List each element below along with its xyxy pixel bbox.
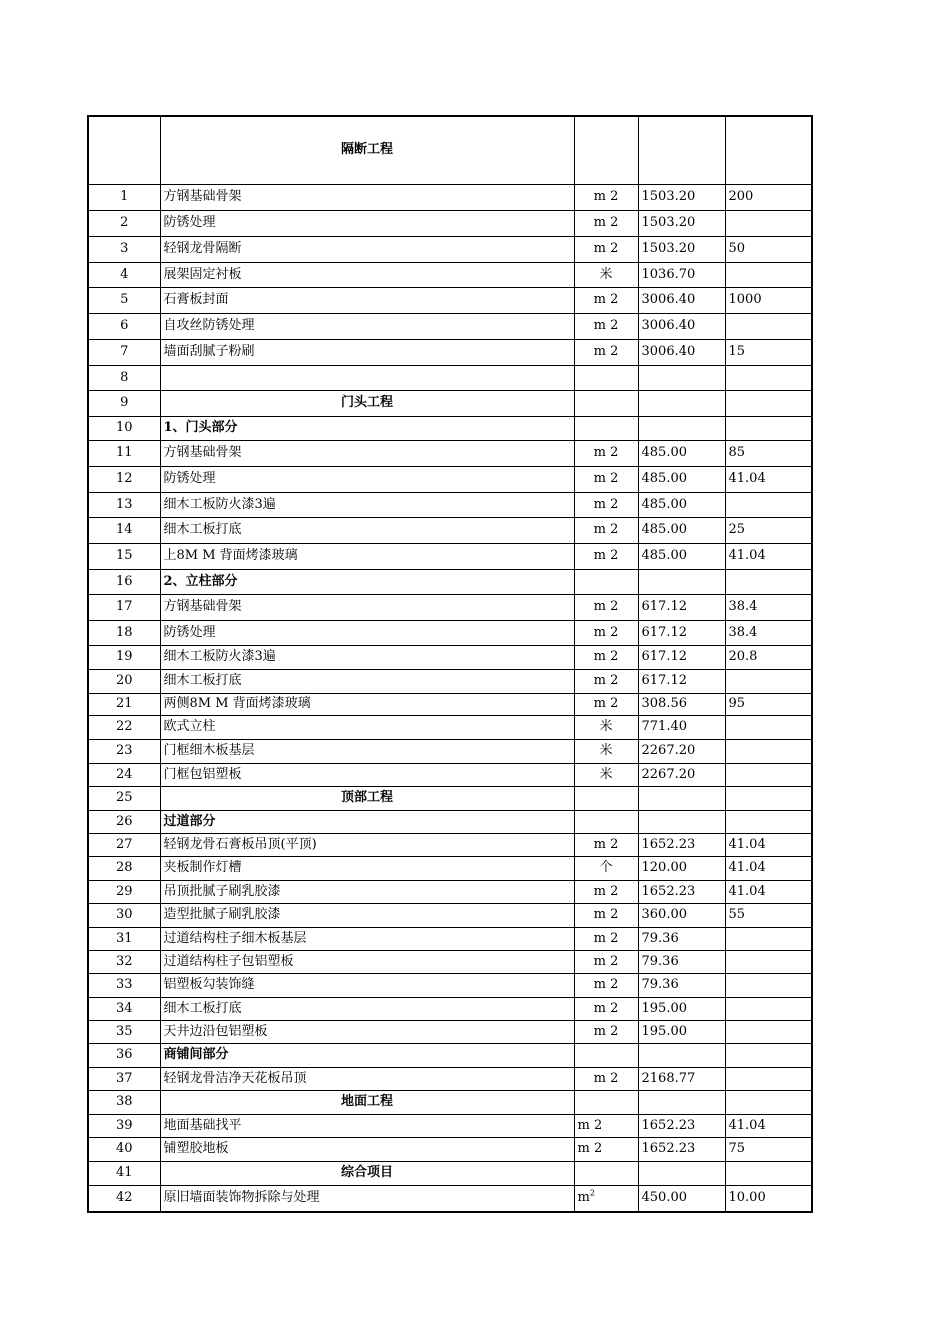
price-cell xyxy=(725,973,812,997)
row-number: 4 xyxy=(88,262,160,287)
unit-superscript: 2 xyxy=(589,1188,595,1198)
table-row xyxy=(88,1185,812,1212)
unit-cell: 米 xyxy=(574,739,638,763)
quantity-cell: 617.12 xyxy=(638,645,725,669)
item-name: 吊顶批腻子刷乳胶漆 xyxy=(160,880,574,903)
table-row xyxy=(88,833,812,856)
price-cell xyxy=(725,763,812,786)
row-number: 32 xyxy=(88,950,160,973)
price-cell xyxy=(725,210,812,236)
quantity-cell: 485.00 xyxy=(638,440,725,466)
row-number: 38 xyxy=(88,1090,160,1114)
quantity-cell: 1503.20 xyxy=(638,184,725,210)
row-number: 2 xyxy=(88,210,160,236)
quantity-cell xyxy=(638,810,725,833)
unit-cell: m 2 xyxy=(574,669,638,693)
item-name: 过道结构柱子包铝塑板 xyxy=(160,950,574,973)
quantity-cell: 1652.23 xyxy=(638,880,725,903)
quantity-table xyxy=(87,115,813,1213)
price-cell xyxy=(725,1161,812,1185)
quantity-cell: 3006.40 xyxy=(638,313,725,339)
item-name: 过道结构柱子细木板基层 xyxy=(160,927,574,950)
unit-cell: m 2 xyxy=(574,184,638,210)
item-name: 门头工程 xyxy=(160,390,574,416)
unit-cell: m 2 xyxy=(574,645,638,669)
table-row xyxy=(88,997,812,1020)
unit-cell: m 2 xyxy=(574,903,638,927)
price-cell xyxy=(725,313,812,339)
row-number: 5 xyxy=(88,287,160,313)
item-name: 细木工板防火漆3遍 xyxy=(160,645,574,669)
table-row xyxy=(88,645,812,669)
item-name: 铝塑板勾装饰缝 xyxy=(160,973,574,997)
unit-cell xyxy=(574,1043,638,1067)
row-number xyxy=(88,116,160,184)
unit-cell: 米 xyxy=(574,763,638,786)
price-cell xyxy=(725,1067,812,1090)
row-number: 20 xyxy=(88,669,160,693)
price-cell xyxy=(725,1090,812,1114)
table-row xyxy=(88,950,812,973)
quantity-cell: 195.00 xyxy=(638,1020,725,1043)
row-number: 21 xyxy=(88,693,160,715)
quantity-cell xyxy=(638,1043,725,1067)
item-name: 石膏板封面 xyxy=(160,287,574,313)
item-name: 细木工板打底 xyxy=(160,517,574,543)
quantity-cell: 1503.20 xyxy=(638,236,725,262)
table-row xyxy=(88,715,812,739)
quantity-cell: 120.00 xyxy=(638,856,725,880)
table-row xyxy=(88,693,812,715)
row-number: 31 xyxy=(88,927,160,950)
row-number: 34 xyxy=(88,997,160,1020)
row-number: 39 xyxy=(88,1114,160,1137)
item-name: 顶部工程 xyxy=(160,786,574,810)
quantity-cell: 485.00 xyxy=(638,492,725,517)
quantity-cell: 485.00 xyxy=(638,517,725,543)
quantity-cell: 2267.20 xyxy=(638,739,725,763)
row-number: 37 xyxy=(88,1067,160,1090)
quantity-cell: 2267.20 xyxy=(638,763,725,786)
unit-cell: m 2 xyxy=(574,973,638,997)
quantity-cell xyxy=(638,365,725,390)
table-row xyxy=(88,739,812,763)
unit-cell: m 2 xyxy=(574,210,638,236)
price-cell: 41.04 xyxy=(725,856,812,880)
row-number: 25 xyxy=(88,786,160,810)
unit-cell: 个 xyxy=(574,856,638,880)
price-cell xyxy=(725,715,812,739)
table-row xyxy=(88,210,812,236)
quantity-cell: 195.00 xyxy=(638,997,725,1020)
item-name: 1、门头部分 xyxy=(160,416,574,440)
unit-cell: m 2 xyxy=(574,466,638,492)
item-name: 轻钢龙骨隔断 xyxy=(160,236,574,262)
table-row xyxy=(88,1043,812,1067)
table-body xyxy=(88,116,812,1212)
quantity-cell: 771.40 xyxy=(638,715,725,739)
quantity-cell xyxy=(638,390,725,416)
price-cell: 10.00 xyxy=(725,1185,812,1212)
price-cell: 75 xyxy=(725,1137,812,1161)
unit-cell: m 2 xyxy=(574,1020,638,1043)
quantity-cell: 2168.77 xyxy=(638,1067,725,1090)
row-number: 9 xyxy=(88,390,160,416)
unit-cell: m 2 xyxy=(574,287,638,313)
row-number: 18 xyxy=(88,620,160,645)
table-row xyxy=(88,116,812,184)
unit-cell xyxy=(574,365,638,390)
price-cell: 41.04 xyxy=(725,833,812,856)
unit-cell: m 2 xyxy=(574,1114,638,1137)
table-row xyxy=(88,856,812,880)
row-number: 22 xyxy=(88,715,160,739)
quantity-cell: 360.00 xyxy=(638,903,725,927)
row-number: 10 xyxy=(88,416,160,440)
quantity-cell: 1036.70 xyxy=(638,262,725,287)
table-row xyxy=(88,1020,812,1043)
table-row xyxy=(88,390,812,416)
item-name: 隔断工程 xyxy=(160,116,574,184)
quantity-cell: 617.12 xyxy=(638,620,725,645)
quantity-cell: 485.00 xyxy=(638,466,725,492)
price-cell xyxy=(725,786,812,810)
row-number: 26 xyxy=(88,810,160,833)
quantity-cell: 1652.23 xyxy=(638,833,725,856)
unit-cell: m 2 xyxy=(574,1067,638,1090)
price-cell xyxy=(725,416,812,440)
row-number: 23 xyxy=(88,739,160,763)
table-row xyxy=(88,339,812,365)
item-name: 自攻丝防锈处理 xyxy=(160,313,574,339)
row-number: 12 xyxy=(88,466,160,492)
unit-cell: m 2 xyxy=(574,440,638,466)
item-name xyxy=(160,365,574,390)
unit-cell: 米 xyxy=(574,715,638,739)
unit-cell: m 2 xyxy=(574,950,638,973)
item-name: 防锈处理 xyxy=(160,466,574,492)
unit-cell: m 2 xyxy=(574,693,638,715)
table-row xyxy=(88,620,812,645)
table-row xyxy=(88,594,812,620)
row-number: 42 xyxy=(88,1185,160,1212)
table-row xyxy=(88,517,812,543)
price-cell xyxy=(725,950,812,973)
row-number: 41 xyxy=(88,1161,160,1185)
quantity-cell: 485.00 xyxy=(638,543,725,569)
item-name: 方钢基础骨架 xyxy=(160,440,574,466)
unit-cell xyxy=(574,786,638,810)
row-number: 30 xyxy=(88,903,160,927)
row-number: 27 xyxy=(88,833,160,856)
table-row xyxy=(88,669,812,693)
unit-cell: m 2 xyxy=(574,833,638,856)
item-name: 原旧墙面装饰物拆除与处理 xyxy=(160,1185,574,1212)
row-number: 40 xyxy=(88,1137,160,1161)
item-name: 商铺间部分 xyxy=(160,1043,574,1067)
quantity-cell: 1652.23 xyxy=(638,1137,725,1161)
price-cell xyxy=(725,927,812,950)
quantity-cell: 79.36 xyxy=(638,927,725,950)
price-cell xyxy=(725,365,812,390)
price-cell: 41.04 xyxy=(725,880,812,903)
item-name: 两侧8M M 背面烤漆玻璃 xyxy=(160,693,574,715)
quantity-cell: 1503.20 xyxy=(638,210,725,236)
table-row xyxy=(88,1067,812,1090)
quantity-cell: 1652.23 xyxy=(638,1114,725,1137)
price-cell xyxy=(725,739,812,763)
quantity-cell: 308.56 xyxy=(638,693,725,715)
item-name: 细木工板打底 xyxy=(160,997,574,1020)
unit-cell: $m^2$ xyxy=(574,1185,638,1212)
row-number: 33 xyxy=(88,973,160,997)
table-row xyxy=(88,763,812,786)
table-row xyxy=(88,903,812,927)
table-row xyxy=(88,184,812,210)
item-name: 上8M M 背面烤漆玻璃 xyxy=(160,543,574,569)
unit-cell: m 2 xyxy=(574,620,638,645)
item-name: 造型批腻子刷乳胶漆 xyxy=(160,903,574,927)
unit-cell: m 2 xyxy=(574,313,638,339)
item-name: 细木工板防火漆3遍 xyxy=(160,492,574,517)
item-name: 展架固定衬板 xyxy=(160,262,574,287)
row-number: 15 xyxy=(88,543,160,569)
table-row xyxy=(88,365,812,390)
item-name: 轻钢龙骨石膏板吊顶(平顶) xyxy=(160,833,574,856)
unit-cell xyxy=(574,390,638,416)
price-cell: 1000 xyxy=(725,287,812,313)
item-name: 门框细木板基层 xyxy=(160,739,574,763)
item-name: 轻钢龙骨洁净天花板吊顶 xyxy=(160,1067,574,1090)
quantity-cell: 79.36 xyxy=(638,973,725,997)
table-row xyxy=(88,1090,812,1114)
row-number: 3 xyxy=(88,236,160,262)
item-name: 方钢基础骨架 xyxy=(160,594,574,620)
quantity-cell: 617.12 xyxy=(638,669,725,693)
unit-cell xyxy=(574,1090,638,1114)
unit-cell: m 2 xyxy=(574,1137,638,1161)
row-number: 19 xyxy=(88,645,160,669)
price-cell: 15 xyxy=(725,339,812,365)
row-number: 29 xyxy=(88,880,160,903)
unit-cell: m 2 xyxy=(574,543,638,569)
price-cell: 41.04 xyxy=(725,543,812,569)
table-row xyxy=(88,1114,812,1137)
price-cell xyxy=(725,492,812,517)
quantity-cell: 79.36 xyxy=(638,950,725,973)
unit-cell: m 2 xyxy=(574,997,638,1020)
row-number: 11 xyxy=(88,440,160,466)
quantity-cell: 617.12 xyxy=(638,594,725,620)
quantity-cell xyxy=(638,1161,725,1185)
table-row xyxy=(88,440,812,466)
unit-cell xyxy=(574,569,638,594)
price-cell xyxy=(725,116,812,184)
table-row xyxy=(88,927,812,950)
item-name: 天井边沿包铝塑板 xyxy=(160,1020,574,1043)
price-cell: 95 xyxy=(725,693,812,715)
quantity-cell xyxy=(638,1090,725,1114)
row-number: 28 xyxy=(88,856,160,880)
price-cell: 38.4 xyxy=(725,594,812,620)
price-cell: 55 xyxy=(725,903,812,927)
row-number: 6 xyxy=(88,313,160,339)
quantity-cell xyxy=(638,786,725,810)
price-cell xyxy=(725,669,812,693)
row-number: 13 xyxy=(88,492,160,517)
price-cell xyxy=(725,810,812,833)
row-number: 7 xyxy=(88,339,160,365)
price-cell: 50 xyxy=(725,236,812,262)
item-name: 过道部分 xyxy=(160,810,574,833)
unit-cell xyxy=(574,416,638,440)
item-name: 地面工程 xyxy=(160,1090,574,1114)
table-row xyxy=(88,810,812,833)
unit-cell: m 2 xyxy=(574,339,638,365)
row-number: 8 xyxy=(88,365,160,390)
price-cell: 38.4 xyxy=(725,620,812,645)
price-cell: 200 xyxy=(725,184,812,210)
unit-cell: m 2 xyxy=(574,517,638,543)
price-cell xyxy=(725,262,812,287)
item-name: 铺塑胶地板 xyxy=(160,1137,574,1161)
price-cell xyxy=(725,390,812,416)
table-row xyxy=(88,786,812,810)
price-cell: 25 xyxy=(725,517,812,543)
quantity-cell: 450.00 xyxy=(638,1185,725,1212)
row-number: 16 xyxy=(88,569,160,594)
item-name: 门框包铝塑板 xyxy=(160,763,574,786)
row-number: 24 xyxy=(88,763,160,786)
item-name: 地面基础找平 xyxy=(160,1114,574,1137)
quantity-cell: 3006.40 xyxy=(638,339,725,365)
price-cell: 41.04 xyxy=(725,466,812,492)
table-row xyxy=(88,262,812,287)
row-number: 17 xyxy=(88,594,160,620)
row-number: 35 xyxy=(88,1020,160,1043)
item-name: 综合项目 xyxy=(160,1161,574,1185)
unit-cell: m 2 xyxy=(574,594,638,620)
quantity-cell xyxy=(638,569,725,594)
item-name: 防锈处理 xyxy=(160,210,574,236)
unit-cell: m 2 xyxy=(574,927,638,950)
unit-cell xyxy=(574,1161,638,1185)
price-cell xyxy=(725,1020,812,1043)
row-number: 1 xyxy=(88,184,160,210)
table-row xyxy=(88,880,812,903)
unit-cell xyxy=(574,810,638,833)
table-row xyxy=(88,973,812,997)
item-name: 2、立柱部分 xyxy=(160,569,574,594)
table-row xyxy=(88,466,812,492)
table-row xyxy=(88,236,812,262)
unit-cell: m 2 xyxy=(574,236,638,262)
table-row xyxy=(88,569,812,594)
table-row xyxy=(88,287,812,313)
table-row xyxy=(88,1137,812,1161)
item-name: 防锈处理 xyxy=(160,620,574,645)
row-number: 14 xyxy=(88,517,160,543)
price-cell: 85 xyxy=(725,440,812,466)
price-cell: 20.8 xyxy=(725,645,812,669)
item-name: 方钢基础骨架 xyxy=(160,184,574,210)
item-name: 墙面刮腻子粉刷 xyxy=(160,339,574,365)
unit-cell: m 2 xyxy=(574,492,638,517)
quantity-cell xyxy=(638,116,725,184)
table-row xyxy=(88,416,812,440)
item-name: 细木工板打底 xyxy=(160,669,574,693)
unit-cell xyxy=(574,116,638,184)
table-row xyxy=(88,1161,812,1185)
table-row xyxy=(88,492,812,517)
price-cell xyxy=(725,1043,812,1067)
table-row xyxy=(88,313,812,339)
price-cell: 41.04 xyxy=(725,1114,812,1137)
item-name: 夹板制作灯槽 xyxy=(160,856,574,880)
item-name: 欧式立柱 xyxy=(160,715,574,739)
quantity-cell xyxy=(638,416,725,440)
price-cell xyxy=(725,997,812,1020)
unit-cell: m 2 xyxy=(574,880,638,903)
table-row xyxy=(88,543,812,569)
unit-cell: 米 xyxy=(574,262,638,287)
row-number: 36 xyxy=(88,1043,160,1067)
quantity-cell: 3006.40 xyxy=(638,287,725,313)
price-cell xyxy=(725,569,812,594)
